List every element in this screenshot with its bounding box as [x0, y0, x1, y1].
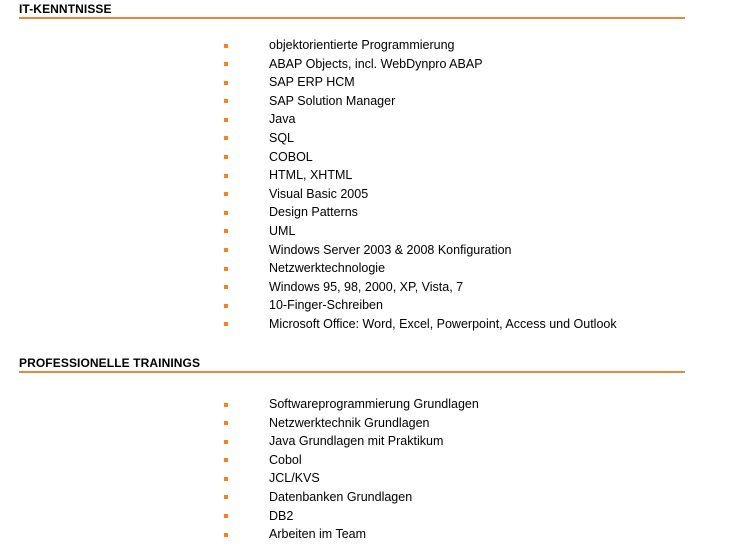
list-item-text: Cobol: [269, 452, 302, 467]
bullet-icon: [224, 192, 228, 196]
bullet-icon: [224, 62, 228, 66]
list-item-text: SQL: [269, 130, 295, 145]
list-item-text: Datenbanken Grundlagen: [269, 489, 413, 504]
list-item-text: COBOL: [269, 149, 313, 164]
list-item-text: Java Grundlagen mit Praktikum: [269, 434, 444, 449]
bullet-icon: [224, 81, 228, 85]
bullet-icon: [224, 403, 228, 407]
bullet-icon: [224, 304, 228, 308]
bullet-icon: [224, 99, 228, 103]
list-item-text: Java: [269, 112, 296, 127]
list-item-text: DB2: [269, 508, 294, 523]
bullet-icon: [224, 229, 228, 233]
list-item-text: Windows 95, 98, 2000, XP, Vista, 7: [269, 279, 464, 294]
bullet-icon: [224, 421, 228, 425]
list-item-text: Windows Server 2003 & 2008 Konfiguration: [269, 242, 512, 257]
section-title-it-kenntnisse: IT-KENNTNISSE: [19, 2, 112, 16]
section-divider: [19, 17, 685, 19]
bullet-icon: [224, 155, 228, 159]
list-item-text: ABAP Objects, incl. WebDynpro ABAP: [269, 56, 483, 71]
bullet-icon: [224, 267, 228, 271]
bullet-icon: [224, 136, 228, 140]
bullet-icon: [224, 514, 228, 518]
list-item-text: Softwareprogrammierung Grundlagen: [269, 397, 479, 411]
bullet-icon: [224, 211, 228, 215]
bullet-icon: [224, 322, 228, 326]
section-divider: [19, 371, 685, 373]
bullet-icon: [224, 118, 228, 122]
list-item-text: Netzwerktechnologie: [269, 261, 386, 276]
bullet-icon: [224, 174, 228, 178]
section-title-professionelle-trainings: PROFESSIONELLE TRAININGS: [19, 356, 201, 370]
list-item-text: Netzwerktechnik Grundlagen: [269, 415, 430, 430]
bullet-icon: [224, 533, 228, 537]
list-item-text: Design Patterns: [269, 205, 358, 220]
list-item-text: Microsoft Office: Word, Excel, Powerpoint, Access und Outlook: [269, 316, 617, 331]
bullet-icon: [224, 285, 228, 289]
list-item-text: UML: [269, 223, 296, 238]
list-item-text: JCL/KVS: [269, 471, 320, 486]
bullet-icon: [224, 458, 228, 462]
list-item-text: HTML, XHTML: [269, 168, 353, 183]
list-item-text: Arbeiten im Team: [269, 527, 367, 542]
list-item-text: SAP ERP HCM: [269, 75, 355, 90]
bullet-icon: [224, 248, 228, 252]
list-item-text: SAP Solution Manager: [269, 93, 396, 108]
bullet-icon: [224, 477, 228, 481]
list-item-text: Visual Basic 2005: [269, 186, 369, 201]
bullet-icon: [224, 44, 228, 48]
bullet-icon: [224, 440, 228, 444]
bullet-icon: [224, 495, 228, 499]
list-item-text: 10-Finger-Schreiben: [269, 298, 383, 313]
list-item-text: objektorientierte Programmierung: [269, 38, 455, 52]
